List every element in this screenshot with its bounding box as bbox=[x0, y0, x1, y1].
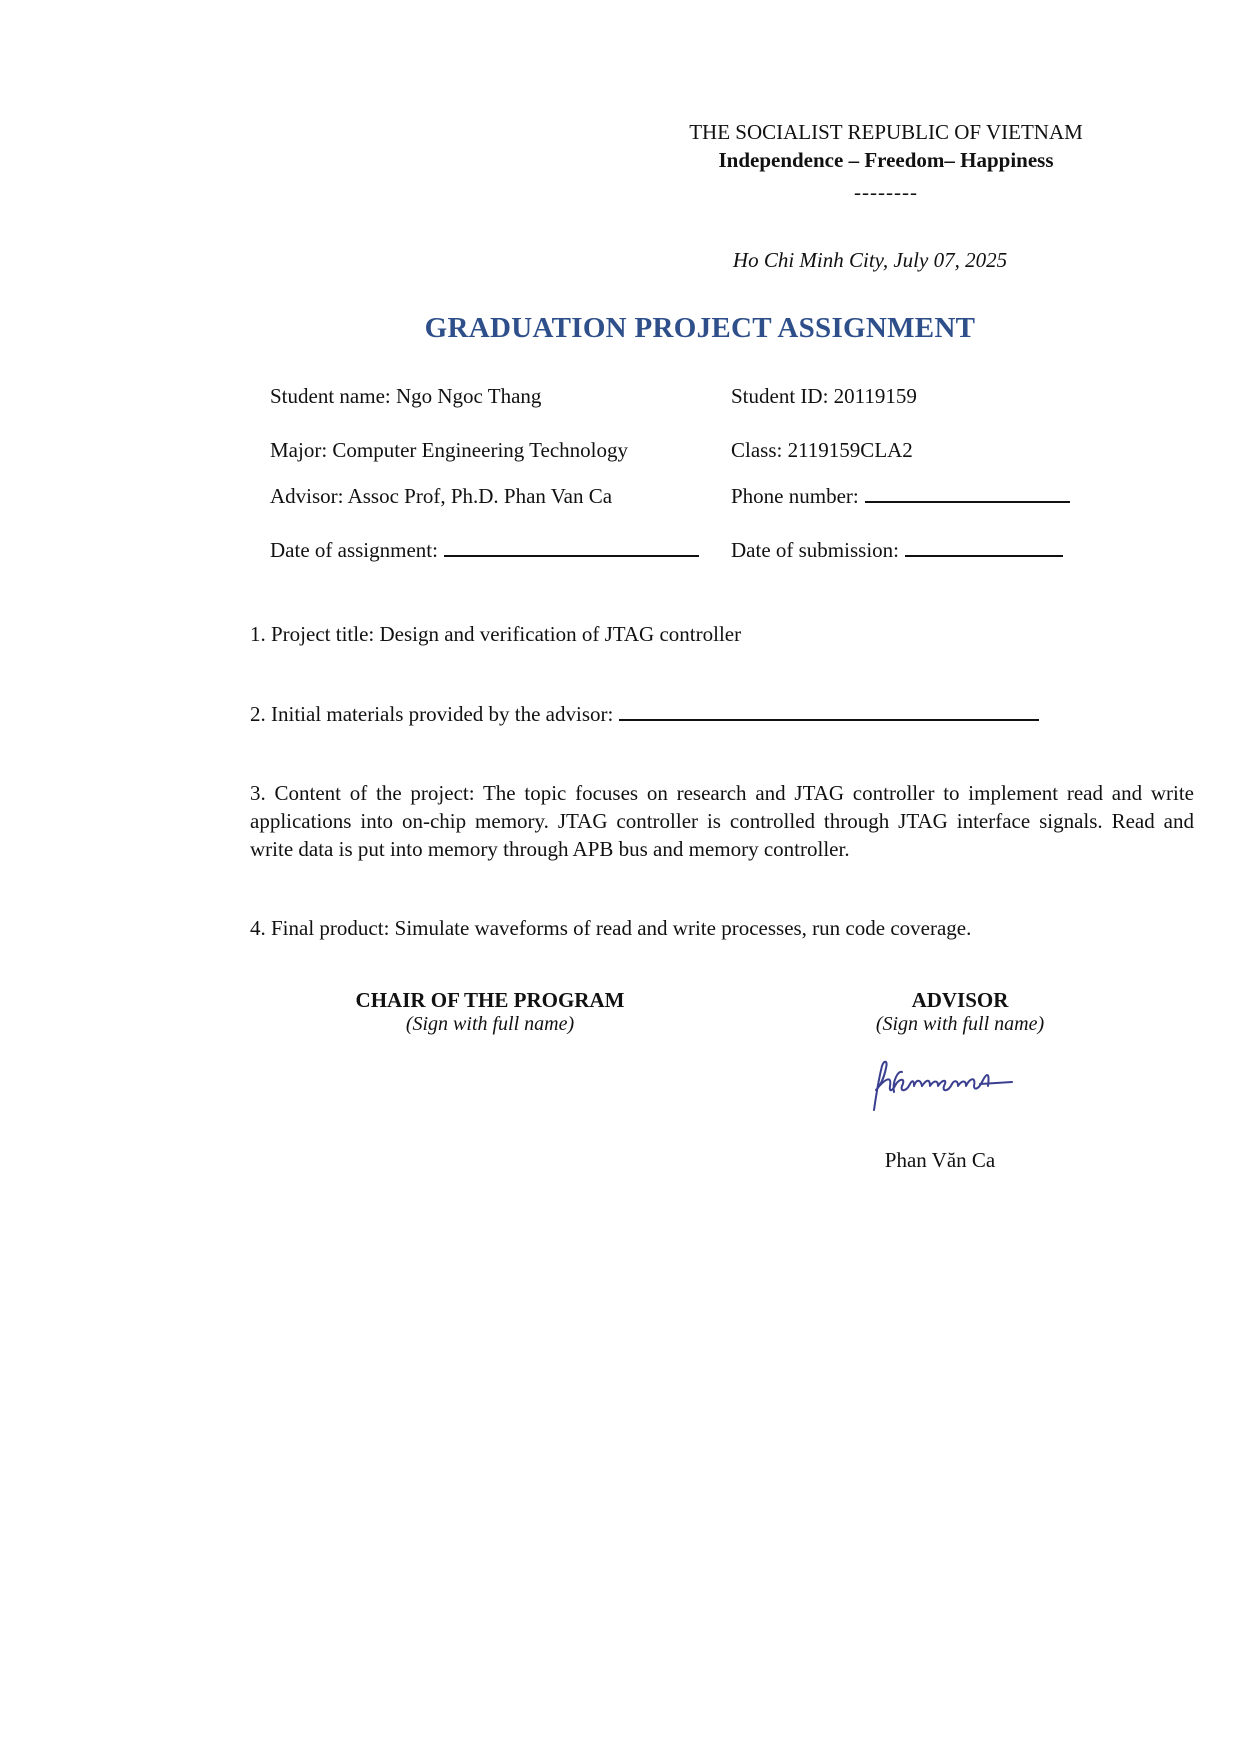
country-name: THE SOCIALIST REPUBLIC OF VIETNAM bbox=[689, 120, 1083, 144]
materials-label: 2. Initial materials provided by the advisor: bbox=[250, 702, 614, 726]
national-motto: Independence – Freedom– Happiness bbox=[718, 148, 1054, 172]
submission-date-field bbox=[731, 537, 1063, 563]
advisor-sign-note: (Sign with full name) bbox=[875, 1013, 1045, 1035]
class-field: Class: 2119159CLA2 bbox=[731, 438, 913, 462]
major-field: Major: Computer Engineering Technology bbox=[270, 438, 628, 462]
chair-signature-block bbox=[300, 988, 680, 1036]
phone-blank-line bbox=[865, 483, 1070, 503]
assignment-date-label: Date of assignment: bbox=[270, 538, 438, 562]
student-id-field: Student ID: 20119159 bbox=[731, 384, 917, 408]
submission-date-label: Date of submission: bbox=[731, 538, 899, 562]
document-title: GRADUATION PROJECT ASSIGNMENT bbox=[424, 312, 976, 344]
advisor-signature-block bbox=[840, 988, 1080, 1036]
header-separator: -------- bbox=[854, 180, 918, 204]
chair-sign-note: (Sign with full name) bbox=[405, 1013, 575, 1035]
place-and-date: Ho Chi Minh City, July 07, 2025 bbox=[732, 248, 1008, 272]
advisor-field: Advisor: Assoc Prof, Ph.D. Phan Van Ca bbox=[270, 484, 613, 508]
content-section: 3. Content of the project: The topic focuses on research and JTAG controller to implement read and write applications into on-chip memory. JTAG controller is controlled through JTAG interface signals. Read and write data is put into memory through APB bus and memory controller. bbox=[250, 781, 1194, 861]
assignment-date-field bbox=[270, 537, 699, 563]
student-name-field: Student name: Ngo Ngoc Thang bbox=[270, 384, 542, 408]
final-product-section: 4. Final product: Simulate waveforms of read and write processes, run code coverage. bbox=[250, 916, 972, 940]
phone-field bbox=[731, 483, 1070, 509]
materials-section bbox=[250, 700, 1039, 728]
advisor-name: Phan Văn Ca bbox=[884, 1148, 996, 1172]
submission-date-blank-line bbox=[905, 537, 1063, 557]
project-title-section: 1. Project title: Design and verification of JTAG controller bbox=[250, 622, 742, 646]
advisor-title: ADVISOR bbox=[911, 988, 1009, 1012]
assignment-date-blank-line bbox=[444, 537, 699, 557]
chair-title: CHAIR OF THE PROGRAM bbox=[355, 988, 625, 1012]
advisor-handwritten-signature bbox=[862, 1052, 1032, 1122]
national-header bbox=[662, 118, 1110, 206]
materials-blank-line bbox=[619, 701, 1039, 721]
phone-label: Phone number: bbox=[731, 484, 859, 508]
